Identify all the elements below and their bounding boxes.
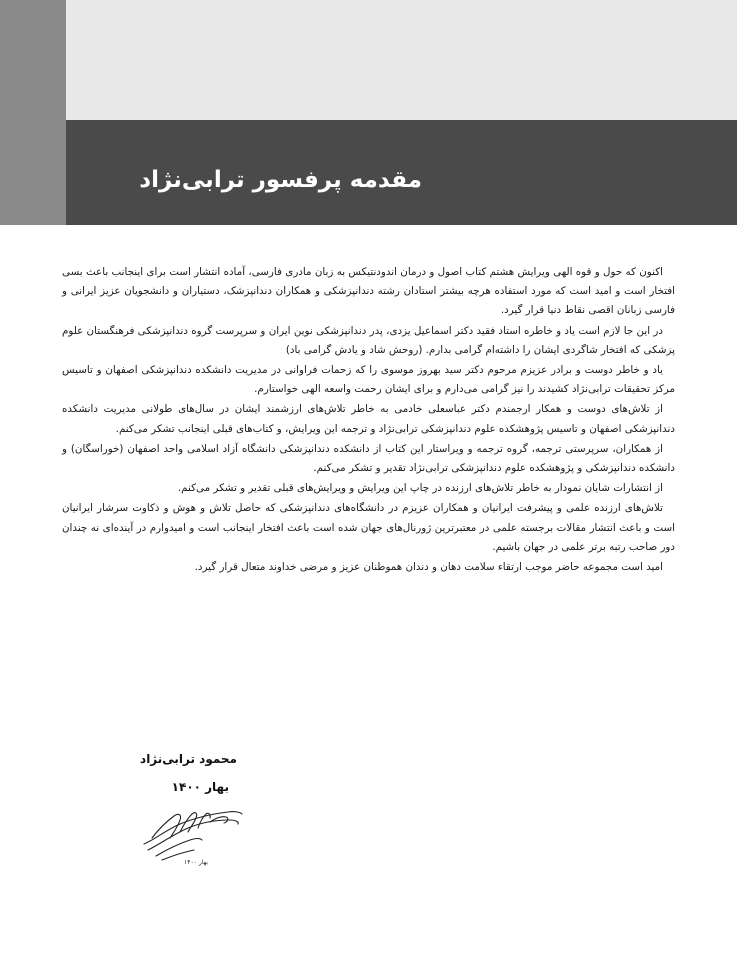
signer-name: محمود ترابی‌نژاد	[140, 752, 237, 766]
page-title: مقدمه پرفسور ترابی‌نژاد	[139, 167, 422, 193]
preface-body	[62, 263, 675, 578]
top-gray-band	[0, 0, 737, 120]
paragraph: از همکاران، سرپرستی ترجمه، گروه ترجمه و ویراستار این کتاب از دانشکده دندانپزشکی دانشگاه آزاد اسلامی واحد اصفهان (خوراسگان) و دانشکده دندانپزشکی و پژوهشکده علوم دندانپزشکی ترابی‌نژاد تقدیر و تشکر می‌کنم.	[62, 442, 675, 475]
signature-note: ۱۴۰۰ بهار	[184, 859, 208, 866]
paragraph: در این جا لازم است یاد و خاطره استاد فقید دکتر اسماعیل یزدی، پدر دندانپزشکی نوین ایران و سرپرست گروه دندانپزشکی فرهنگستان علوم پزشکی که افتخار شاگردی ایشان را داشته‌ام گرامی بدارم. (روحش شاد و یادش گرامی باد)	[62, 324, 675, 356]
signature-date: بهار ۱۴۰۰	[171, 780, 229, 794]
paragraph: از تلاش‌های دوست و همکار ارجمندم دکتر عباسعلی خادمی به خاطر تلاش‌های ارزشمند ایشان در سال‌های طولانی مدیریت دانشکده دندانپزشکی اصفهان و تاسیس پژوهشکده علوم دندانپزشکی ترابی‌نژاد و ترجمه این ویرایش، و کتاب‌های قبلی اینجانب تشکر می‌کنم.	[62, 403, 675, 435]
paragraph: اکنون که حول و قوه الهی ویرایش هشتم کتاب اصول و درمان اندودنتیکس به زبان مادری فارسی، آماده انتشار است برای اینجانب باعث بسی افتخار است و امید است که مورد استفاده هرچه بیشتر استادان رشته دندانپزشکی و همکاران دندانپزشک، دستیاران و دانشجویان عزیز ایرانی و فارسی زبانان اقصی نقاط دنیا قرار گیرد.	[62, 266, 675, 317]
paragraph: از انتشارات شایان نمودار به خاطر تلاش‌های ارزنده در چاپ این ویرایش و ویرایش‌های قبلی تقدیر و تشکر می‌کنم.	[177, 482, 663, 495]
paragraph: یاد و خاطر دوست و برادر عزیزم مرحوم دکتر سید بهروز موسوی را که زحمات فراوانی در مدیریت دانشکده دندانپزشکی اصفهان و تاسیس مرکز تحقیقات ترابی‌نژاد کشیدند را نیز گرامی می‌دارم و برای ایشان رحمت واسعه الهی خواستارم.	[62, 364, 675, 396]
paragraph: امید است مجموعه حاضر موجب ارتقاء سلامت دهان و دندان هموطنان عزیز و مرضی خداوند متعال قرار گیرد.	[194, 561, 663, 574]
left-accent-bar	[0, 0, 66, 225]
handwritten-signature	[140, 800, 245, 870]
paragraph: تلاش‌های ارزنده علمی و پیشرفت ایرانیان و همکاران عزیزم در دانشگاه‌های دندانپزشکی که حاصل تلاش و هوش و ذکاوت سرشار ایرانیان است و باعث انتشار مقالات برجسته علمی در معتبرترین ژورنال‌های جهان شده است باعث افتخار اینجانب است و امیدوارم در آینده‌ای نه چندان دور صاحب رتبه برتر علمی در جهان باشیم.	[62, 502, 675, 553]
